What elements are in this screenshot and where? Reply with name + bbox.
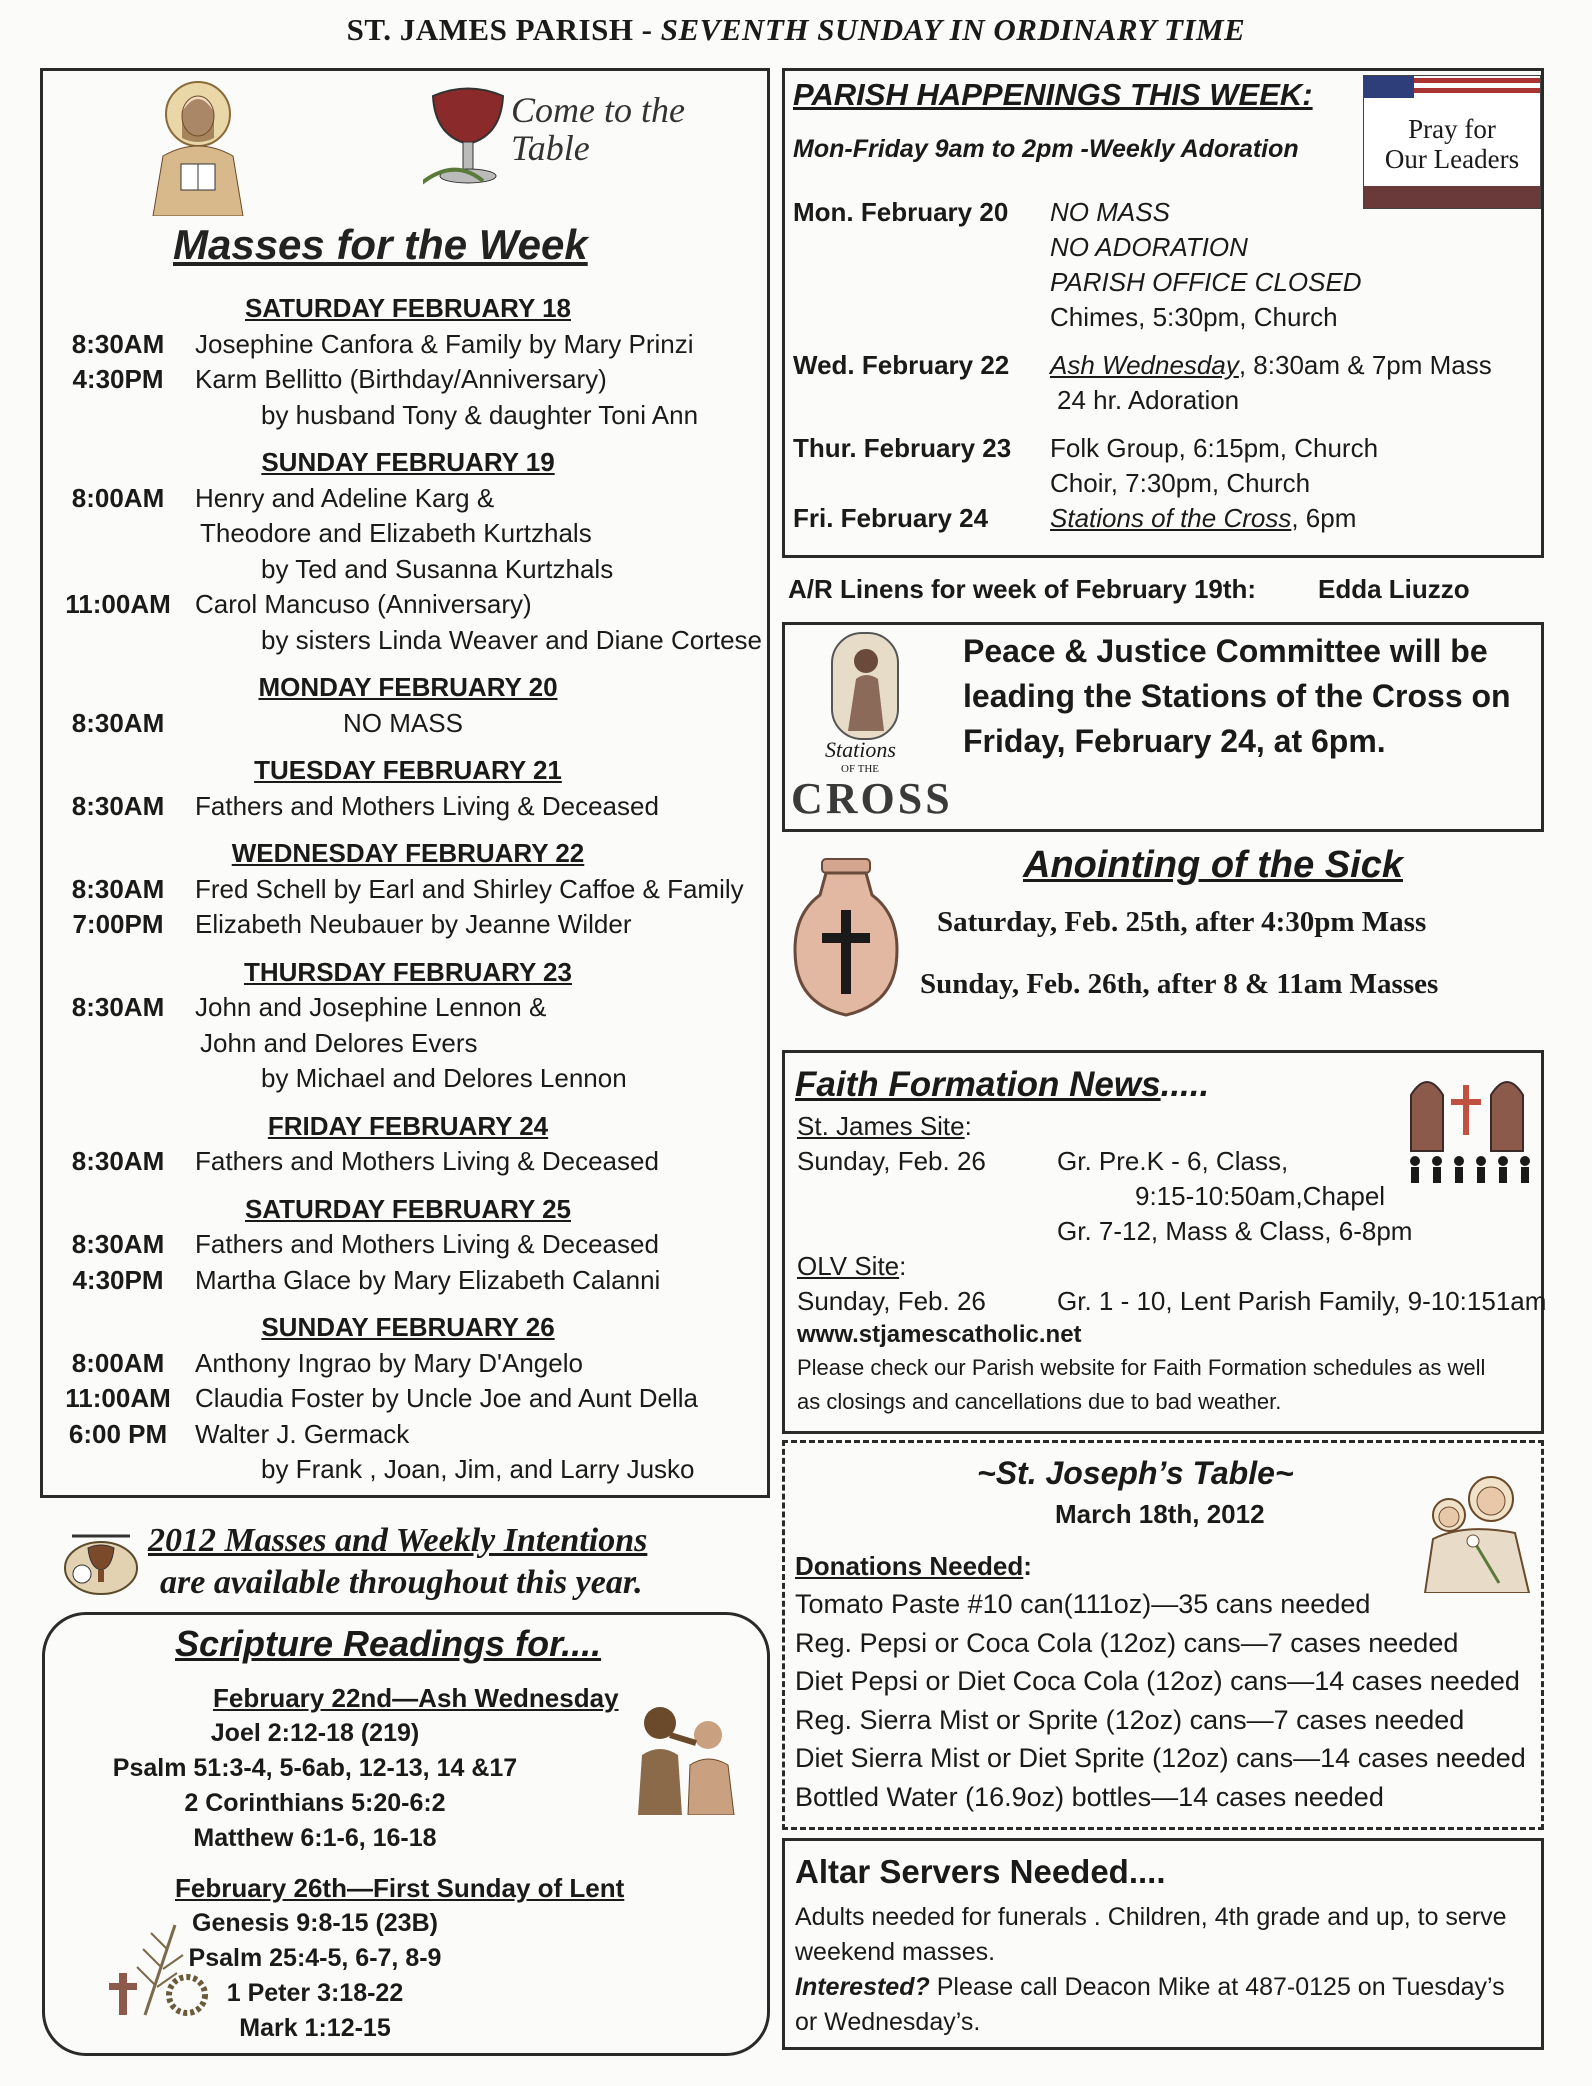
site1-line3: Gr. 7-12, Mass & Class, 6-8pm: [1057, 1216, 1413, 1246]
oil-jar-icon: [786, 855, 906, 1017]
mass-day-heading: WEDNESDAY FEBRUARY 22: [231, 838, 585, 868]
joseph-date: March 18th, 2012: [1055, 1499, 1265, 1529]
altar-line1: Adults needed for funerals . Children, 4th grade and up, to serve: [795, 1903, 1507, 1931]
donations-label: [795, 1551, 1032, 1582]
scripture-group2-title: February 26th—First Sunday of Lent: [175, 1873, 625, 1903]
mass-time: 11:00AM: [65, 589, 171, 619]
intentions-line2: are available throughout this year.: [160, 1564, 643, 1601]
mass-time: 7:00PM: [72, 909, 164, 939]
jesus-icon: [143, 76, 253, 216]
happenings-day-mon: Mon. February 20: [793, 197, 1009, 227]
mass-intention: John and Delores Evers: [200, 1027, 478, 1058]
bulletin-header: [0, 12, 1592, 48]
adoration-line: Mon-Friday 9am to 2pm -Weekly Adoration: [793, 135, 1299, 163]
mon-item1: NO MASS: [1050, 197, 1170, 227]
site2-date: Sunday, Feb. 26: [797, 1286, 986, 1316]
stations-link: Stations of the Cross: [1050, 503, 1292, 533]
ash-wednesday-link: Ash Wednesday: [1050, 350, 1239, 380]
scripture-reading: Psalm 25:4-5, 6-7, 8-9: [188, 1944, 442, 1972]
scripture-reading: Joel 2:12-18 (219): [210, 1719, 420, 1747]
altar-line3: [795, 1973, 1505, 2002]
st-josephs-table-box: [782, 1440, 1544, 1830]
happenings-title: PARISH HAPPENINGS THIS WEEK:: [793, 77, 1313, 112]
fri-item1-rest: , 6pm: [1291, 503, 1357, 533]
scripture-reading: Psalm 51:3-4, 5-6ab, 12-13, 14 &17: [112, 1754, 518, 1782]
mass-day-heading: SUNDAY FEBRUARY 19: [261, 447, 555, 477]
scripture-reading: 2 Corinthians 5:20-6:2: [184, 1789, 446, 1817]
faith-formation-box: [782, 1050, 1547, 1434]
peace-line1: Peace & Justice Committee will be: [963, 633, 1488, 669]
intentions-line1: 2012 Masses and Weekly Intentions: [148, 1522, 648, 1559]
chalice-icon: [423, 76, 513, 196]
mass-time: 8:00AM: [71, 482, 165, 513]
sunday-title: SEVENTH SUNDAY IN ORDINARY TIME: [660, 12, 1246, 47]
mass-time: 8:00AM: [71, 1347, 165, 1378]
joseph-title: ~St. Joseph’s Table~: [977, 1455, 1294, 1491]
mass-day-heading: MONDAY FEBRUARY 20: [258, 672, 558, 702]
badge-line2: Our Leaders: [1384, 144, 1520, 174]
site1-line1: Gr. Pre.K - 6, Class,: [1057, 1146, 1289, 1176]
mass-time: 8:30AM: [71, 328, 165, 359]
mass-intention: Claudia Foster by Uncle Joe and Aunt Della: [195, 1383, 698, 1413]
stations-logo-big: CROSS: [791, 774, 953, 823]
mass-intention: by husband Tony & daughter Toni Ann: [261, 399, 699, 430]
church-children-icon: [1397, 1065, 1537, 1195]
mass-day-heading: TUESDAY FEBRUARY 21: [254, 755, 562, 785]
thu-item2: Choir, 7:30pm, Church: [1050, 468, 1311, 498]
mass-time: 8:30AM: [71, 873, 165, 904]
mass-day-heading: FRIDAY FEBRUARY 24: [267, 1110, 549, 1141]
altar-line4: or Wednesday’s.: [795, 2008, 981, 2036]
donation-item: Tomato Paste #10 can(111oz)—35 cans needed: [795, 1589, 1371, 1619]
donation-item: Reg. Pepsi or Coca Cola (12oz) cans—7 cases needed: [795, 1627, 1459, 1658]
mass-time: 4:30PM: [72, 1264, 164, 1295]
masses-box: [40, 68, 770, 1498]
scripture-reading: 1 Peter 3:18-22: [226, 1979, 404, 2007]
wed-item1-rest: , 8:30am & 7pm Mass: [1238, 350, 1492, 380]
altar-line2: weekend masses.: [795, 1938, 996, 1966]
mass-day-heading: THURSDAY FEBRUARY 23: [244, 956, 572, 987]
mass-intention: Walter J. Germack: [195, 1418, 410, 1449]
site2-line1: Gr. 1 - 10, Lent Parish Family, 9-10:151am: [1057, 1286, 1547, 1316]
mass-intention: Elizabeth Neubauer by Jeanne Wilder: [195, 909, 632, 939]
scripture-reading: Mark 1:12-15: [239, 2014, 391, 2042]
mass-time: 8:30AM: [71, 1229, 165, 1259]
fri-item1: [1050, 503, 1356, 534]
chalice-host-icon: [62, 1528, 140, 1598]
donation-item: Reg. Sierra Mist or Sprite (12oz) cans—7 cases needed: [795, 1704, 1465, 1735]
anointing-line1: Saturday, Feb. 25th, after 4:30pm Mass: [937, 906, 1427, 938]
pray-for-leaders-badge: [1363, 75, 1541, 209]
mass-intention: by Ted and Susanna Kurtzhals: [261, 553, 614, 584]
altar-title: Altar Servers Needed....: [795, 1853, 1166, 1890]
donations-colon: :: [1023, 1551, 1032, 1581]
mass-time: 8:30AM: [71, 790, 165, 821]
peace-line3: Friday, February 24, at 6pm.: [963, 723, 1386, 759]
donation-item: Diet Pepsi or Diet Coca Cola (12oz) cans—14 cases needed: [795, 1666, 1520, 1696]
badge-line1: Pray for: [1408, 114, 1496, 144]
happenings-box: [782, 68, 1544, 558]
happenings-day-fri: Fri. February 24: [793, 503, 989, 533]
site1-name: St. James Site: [797, 1111, 965, 1141]
site2-name: OLV Site: [797, 1251, 900, 1281]
mass-intention: Carol Mancuso (Anniversary): [195, 589, 532, 619]
happenings-day-wed: Wed. February 22: [793, 350, 1010, 380]
mass-intention: Fred Schell by Earl and Shirley Caffoe & Family: [195, 873, 744, 904]
site2-colon: :: [899, 1251, 907, 1281]
scripture-group1-title: February 22nd—Ash Wednesday: [213, 1683, 619, 1713]
mass-time: 4:30PM: [72, 364, 164, 394]
mon-item4: Chimes, 5:30pm, Church: [1050, 302, 1338, 332]
mass-intention: by Frank , Joan, Jim, and Larry Jusko: [261, 1454, 695, 1484]
mass-intention: Fathers and Mothers Living & Deceased: [195, 790, 659, 821]
stations-cross-icon: [830, 631, 900, 741]
linens-label: A/R Linens for week of February 19th:: [788, 574, 1257, 604]
site1-date: Sunday, Feb. 26: [797, 1146, 986, 1176]
faith-title: [795, 1065, 1209, 1105]
donation-item: Diet Sierra Mist or Diet Sprite (12oz) cans—14 cases needed: [795, 1743, 1526, 1773]
altar-interested: Interested?: [795, 1973, 930, 2001]
anointing-title: Anointing of the Sick: [1023, 844, 1403, 886]
scripture-reading: Matthew 6:1-6, 16-18: [193, 1824, 437, 1852]
mass-intention: Anthony Ingrao by Mary D'Angelo: [195, 1347, 583, 1378]
mass-time: 8:30AM: [71, 992, 165, 1022]
website-link[interactable]: www.stjamescatholic.net: [797, 1321, 1082, 1348]
mass-intention: Josephine Canfora & Family by Mary Prinzi: [195, 328, 694, 359]
donation-item: Bottled Water (16.9oz) bottles—14 cases needed: [795, 1781, 1384, 1812]
masses-title: Masses for the Week: [173, 221, 588, 268]
palm-cross-icon: [105, 1915, 215, 2025]
happenings-day-thu: Thur. February 23: [793, 433, 1012, 463]
peace-justice-box: [782, 622, 1544, 832]
anointing-line2: Sunday, Feb. 26th, after 8 & 11am Masses: [920, 968, 1439, 1000]
altar-call: Please call Deacon Mike at 487-0125 on Tuesday’s: [929, 1973, 1505, 2001]
site1-colon: :: [964, 1111, 972, 1141]
mass-intention: by Michael and Delores Lennon: [261, 1063, 627, 1093]
st-joseph-icon: [1405, 1463, 1535, 1593]
mass-day-heading: SATURDAY FEBRUARY 25: [244, 1193, 572, 1224]
mass-intention: Fathers and Mothers Living & Deceased: [195, 1146, 659, 1176]
scripture-title: Scripture Readings for....: [175, 1623, 602, 1664]
mass-time: 8:30AM: [71, 1146, 165, 1176]
mass-intention: John and Josephine Lennon &: [195, 992, 547, 1022]
donations-needed: Donations Needed: [795, 1551, 1024, 1581]
scripture-box: [42, 1612, 770, 2056]
peace-line2: leading the Stations of the Cross on: [963, 678, 1511, 714]
faith-title-text: Faith Formation News: [795, 1065, 1161, 1104]
mass-day-heading: SUNDAY FEBRUARY 26: [261, 1312, 555, 1342]
faith-note1: Please check our Parish website for Faith Formation schedules as well: [797, 1355, 1486, 1380]
mon-item3: PARISH OFFICE CLOSED: [1050, 267, 1362, 297]
stations-logo-mid: OF THE: [841, 763, 879, 775]
mass-intention: NO MASS: [343, 707, 463, 738]
mass-time: 11:00AM: [65, 1383, 171, 1413]
mass-time: 8:30AM: [71, 707, 165, 738]
site1-label: [797, 1111, 972, 1142]
mass-intention: Karm Bellitto (Birthday/Anniversary): [195, 364, 607, 394]
mass-intention: Martha Glace by Mary Elizabeth Calanni: [195, 1264, 661, 1295]
mass-day-heading: SATURDAY FEBRUARY 18: [244, 293, 572, 323]
linens-name: Edda Liuzzo: [1318, 574, 1470, 604]
mon-item2: NO ADORATION: [1050, 232, 1248, 262]
faith-title-dots: .....: [1160, 1065, 1210, 1104]
ashes-icon: [630, 1695, 740, 1815]
thu-item1: Folk Group, 6:15pm, Church: [1050, 433, 1379, 463]
wed-item1: [1050, 350, 1492, 381]
wed-item2: 24 hr. Adoration: [1057, 385, 1240, 415]
scripture-reading: Genesis 9:8-15 (23B): [192, 1909, 438, 1937]
site2-label: [797, 1251, 906, 1282]
stations-logo-small: Stations: [825, 737, 896, 762]
altar-servers-box: [782, 1838, 1544, 2050]
faith-note2: as closings and cancellations due to bad weather.: [797, 1389, 1282, 1414]
mass-time: 6:00 PM: [68, 1418, 168, 1449]
mass-intention: Fathers and Mothers Living & Deceased: [195, 1229, 659, 1259]
mass-intention: Henry and Adeline Karg &: [195, 482, 495, 513]
parish-name: ST. JAMES PARISH -: [346, 12, 661, 47]
come-to-table-logo: Come to the Table: [511, 90, 685, 168]
site1-line2: 9:15-10:50am,Chapel: [1135, 1181, 1386, 1211]
mass-intention: by sisters Linda Weaver and Diane Cortese: [261, 624, 762, 655]
mass-intention: Theodore and Elizabeth Kurtzhals: [200, 518, 592, 548]
